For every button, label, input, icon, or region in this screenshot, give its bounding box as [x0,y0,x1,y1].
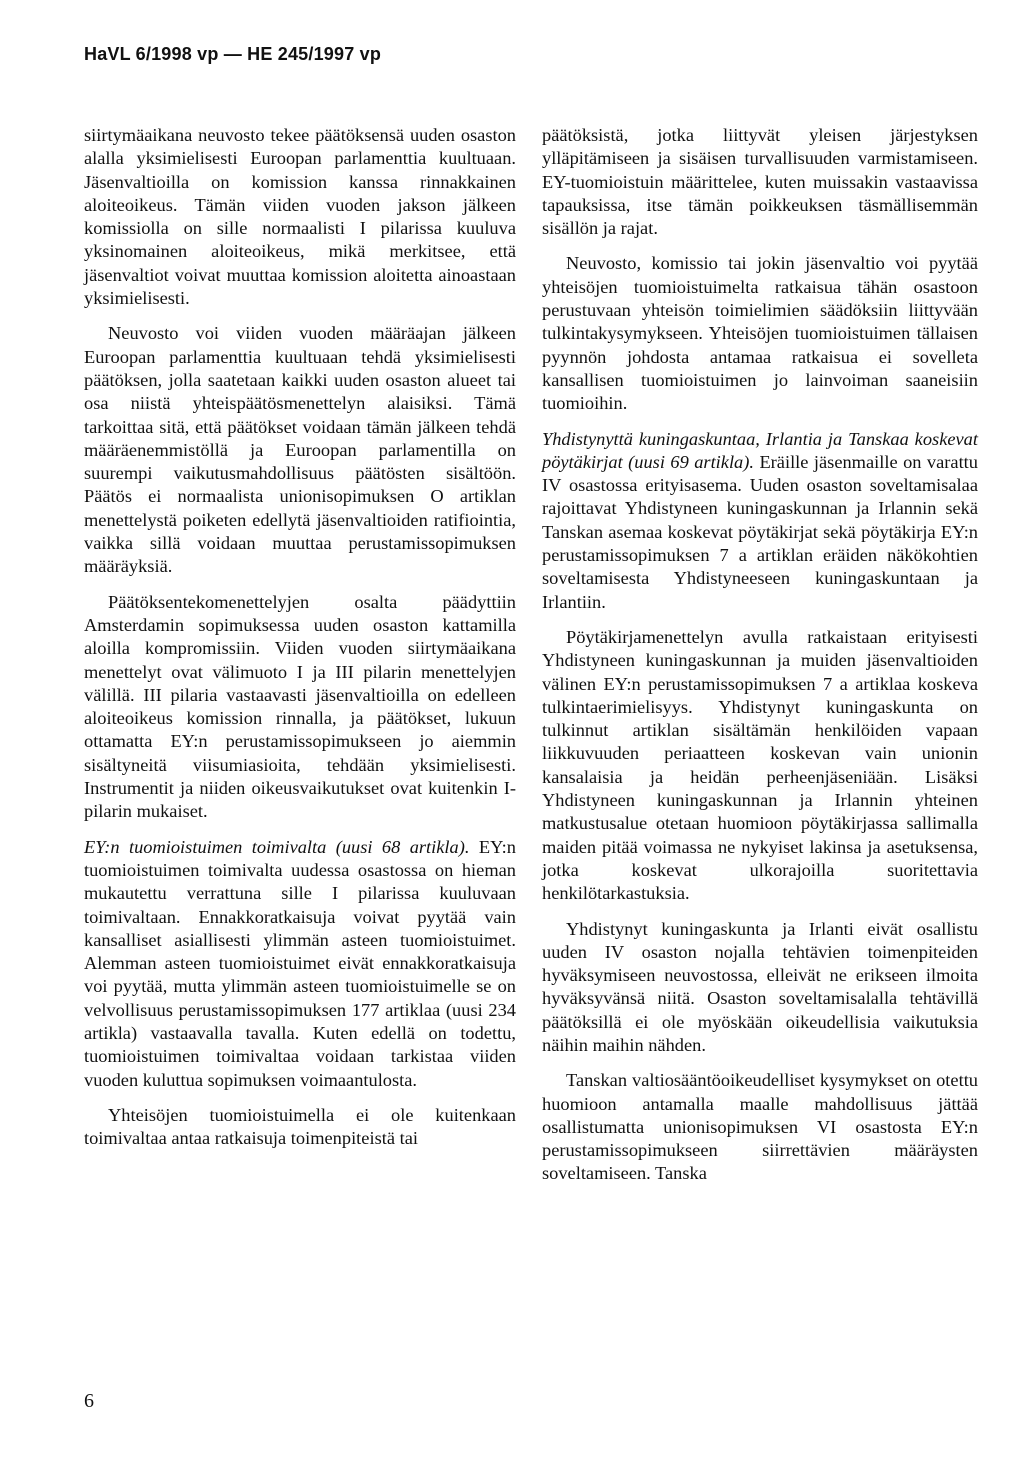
section-heading: Yhdistynyttä kuningaskuntaa, Irlantia ja Tanskaa koskevat pöytäkirjat (uusi 69 artikla). [542,428,978,472]
paragraph: Päätöksentekomenettelyjen osalta päädyttiin Amsterdamin sopimuksessa uuden osaston kattamilla aloilla kompromissiin. Viiden vuoden siirtymäaikana menettelyt ovat välimuoto I ja III pilarin menettelyjen välillä. III pilaria vastaavasti jäsenvaltioilla on edelleen aloiteoikeus komission rinnalla, ja päätökset, lukuun ottamatta EY:n perustamissopimukseen jo aiemmin sisältyneitä viisumiasioita, tehdään yksimielisesti. Instrumentit ja niiden oikeusvaikutukset ovat kuitenkin I-pilarin mukaiset. [84,591,516,822]
paragraph: Neuvosto, komissio tai jokin jäsenvaltio voi pyytää yhteisöjen tuomioistuimelta ratkaisua tähän osastoon perustuvaan yhteisön toimielimien säädöksiin liittyvään tulkintakysymykseen. Yhteisöjen tuomioistuimen tällaisen pyynnön johdosta antamaa ratkaisua ei sovelleta kansallisen tuomioistuimen jo lainvoiman saaneisiin tuomioihin. [542,253,978,414]
paragraph: päätöksistä, jotka liittyvät yleisen järjestyksen ylläpitämiseen ja sisäisen turvallisuuden varmistamiseen. EY-tuomioistuin määrittelee, kuten muissakin vastaavissa tapauksissa, itse tämän poikkeuksen täsmällisemmän sisällön ja rajat. [542,125,978,239]
left-text-column [84,124,516,1150]
page-number: 6 [84,1390,94,1412]
paragraph-with-heading [84,836,516,1092]
paragraph-body: Eräille jäsenmaille on varattu IV osastossa erityisasema. Uuden osaston soveltamisalaa rajoittavat Yhdistyneen kuningaskunnan ja Irlannin sekä Tanskan asemaa koskevat pöytäkirjat sekä pöytäkirja EY:n perustamissopimuksen 7 a artiklan eräiden näkökohtien soveltamisesta Yhdistyneeseen kuningaskuntaan ja Irlantiin. [542,451,978,612]
paragraph: Yhteisöjen tuomioistuimella ei ole kuitenkaan toimivaltaa antaa ratkaisuja toimenpiteistä tai [84,1104,516,1149]
document-header: HaVL 6/1998 vp — HE 245/1997 vp [84,44,382,64]
paragraph: siirtymäaikana neuvosto tekee päätöksensä uuden osaston alalla yksimielisesti Euroopan parlamenttia kuultuaan. Jäsenvaltioilla on komission kanssa rinnakkainen aloiteoikeus. Tämän viiden vuoden jakson jälkeen komissiolla on sille normaalisti I pilarissa kuuluva yksinomainen aloiteoikeus, mikä merkitsee, että jäsenvaltiot voivat muuttaa komission aloitetta ainoastaan yksimielisesti. [84,125,516,309]
paragraph-with-heading [542,428,978,614]
paragraph-body: EY:n tuomioistuimen toimivalta uudessa osastossa on hieman mukautettu verrattuna sille I pilarissa kuuluvaan toimivaltaan. Ennakkoratkaisuja voivat pyytää vain kansalliset asiallisesti ylimmän asteen tuomioistuimet. Alemman asteen tuomioistuimet eivät ennakkoratkaisuja voi pyytää, mutta ylimmän asteen tuomioistuimelle se on velvollisuus perustamissopimuksen 177 artiklaa (uusi 234 artikla) vastaavalla tavalla. Kuten edellä on todettu, tuomioistuimen toimivaltaa voidaan tarkistaa viiden vuoden kuluttua sopimuksen voimaantulosta. [84,836,516,1090]
paragraph: Pöytäkirjamenettelyn avulla ratkaistaan erityisesti Yhdistyneen kuningaskunnan ja muiden jäsenvaltioiden välinen EY:n perustamissopimuksen 7 a artiklaa koskeva tulkintaerimielisyys. Yhdistynyt kuningaskunta on tulkinnut artiklan sisältämän henkilöiden vapaan liikkuvuuden periaatteen koskevan vain unionin kansalaisia ja heidän perheenjäseniään. Lisäksi Yhdistyneen kuningaskunnan ja Irlannin yhteinen matkustusalue otetaan huomioon pöytäkirjassa sallimalla maiden pitää voimassa ne nykyiset lakinsa ja asetuksensa, jotka koskevat ulkorajoilla suoritettavia henkilötarkastuksia. [542,626,978,904]
paragraph: Tanskan valtiosääntöoikeudelliset kysymykset on otettu huomioon antamalla maalle mahdollisuus jättää osallistumatta unionisopimuksen VI osastosta EY:n perustamissopimukseen siirrettävien määräysten soveltamiseen. Tanska [542,1070,978,1184]
section-heading: EY:n tuomioistuimen toimivalta (uusi 68 artikla). [84,836,470,857]
right-text-column [542,124,978,1186]
paragraph: Yhdistynyt kuningaskunta ja Irlanti eivät osallistu uuden IV osaston nojalla tehtävien toimenpiteiden hyväksymiseen neuvostossa, elleivät ne erikseen ilmoita hyväksyvänsä niitä. Osaston soveltamisalalla tehtävillä päätöksillä ei ole myöskään oikeudellisia vaikutuksia näihin maihin nähden. [542,918,978,1055]
paragraph: Neuvosto voi viiden vuoden määräajan jälkeen Euroopan parlamenttia kuultuaan tehdä yksimielisesti päätöksen, jolla saatetaan kaikki uuden osaston alueet tai osa niistä yhteispäätösmenettelyn alaisiksi. Tämä tarkoittaa sitä, että päätökset voidaan tämän jälkeen tehdä määräenemmistöllä ja Euroopan parlamentilla on suurempi vaikutusmahdollisuus päätösten sisältöön. Päätös ei normaalista unionisopimuksen O artiklan menettelystä poiketen edellytä jäsenvaltioiden ratifiointia, vaikka sillä voidaan muuttaa perustamissopimuksen määräyksiä. [84,323,516,577]
